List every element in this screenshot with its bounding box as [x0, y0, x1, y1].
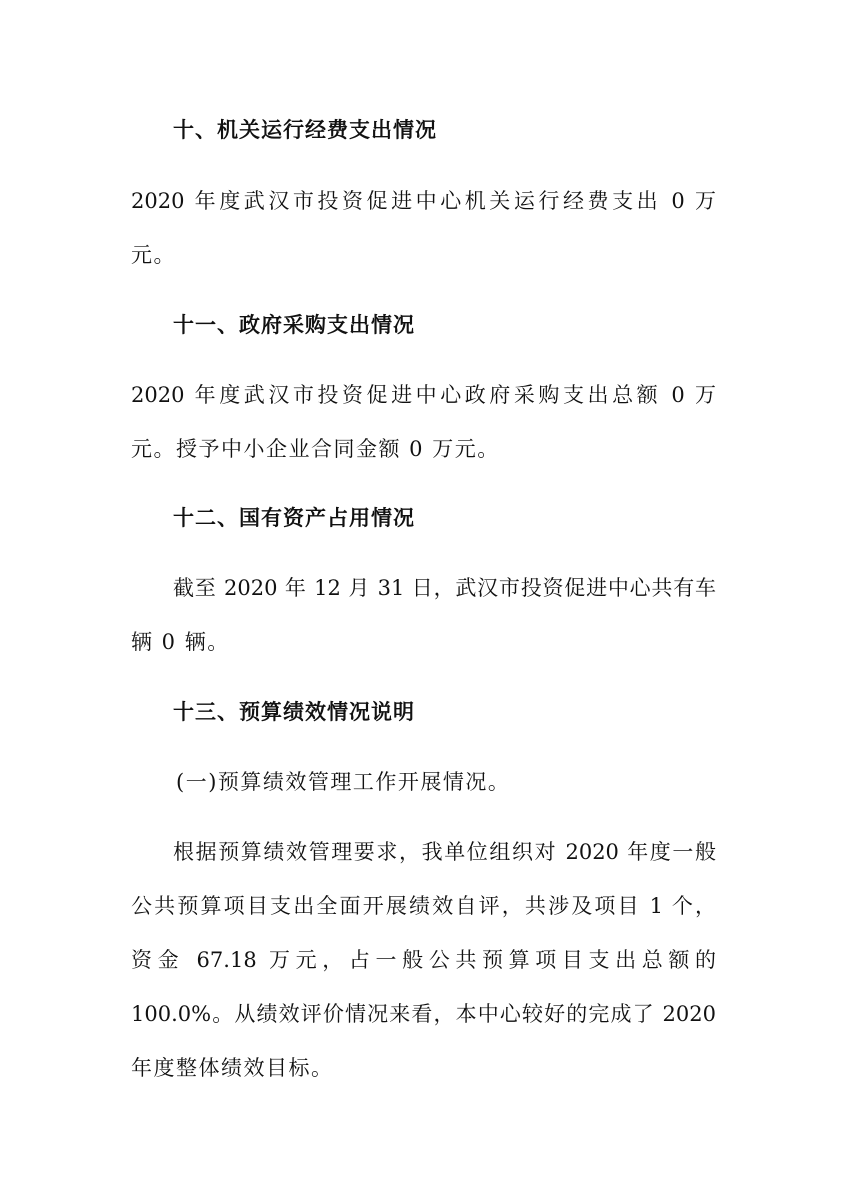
section-13-paragraph-line-5: 年度整体绩效目标。 [131, 1056, 334, 1080]
section-11-paragraph-line-1: 2020 年度武汉市投资促进中心政府采购支出总额 0 万 [131, 383, 716, 407]
section-10-paragraph-line-1: 2020 年度武汉市投资促进中心机关运行经费支出 0 万 [131, 189, 716, 213]
section-10-heading: 十、机关运行经费支出情况 [173, 118, 437, 142]
section-11-heading: 十一、政府采购支出情况 [173, 313, 415, 337]
section-13-heading: 十三、预算绩效情况说明 [173, 700, 415, 724]
section-10-paragraph-line-2: 元。 [131, 243, 176, 267]
section-12-paragraph-line-2: 辆 0 辆。 [131, 630, 230, 654]
section-13-paragraph-line-4: 100.0%。从绩效评价情况来看，本中心较好的完成了 2020 [131, 1002, 716, 1026]
section-13-subheading: (一)预算绩效管理工作开展情况。 [176, 770, 511, 794]
section-12-paragraph-line-1: 截至 2020 年 12 月 31 日，武汉市投资促进中心共有车 [173, 576, 716, 600]
section-11-paragraph-line-2: 元。授予中小企业合同金额 0 万元。 [131, 437, 500, 461]
section-13-paragraph-line-1: 根据预算绩效管理要求，我单位组织对 2020 年度一般 [173, 840, 716, 864]
section-13-paragraph-line-3: 资金 67.18 万元，占一般公共预算项目支出总额的 [131, 948, 716, 972]
section-13-paragraph-line-2: 公共预算项目支出全面开展绩效自评，共涉及项目 1 个， [131, 894, 716, 918]
section-12-heading: 十二、国有资产占用情况 [173, 506, 415, 530]
